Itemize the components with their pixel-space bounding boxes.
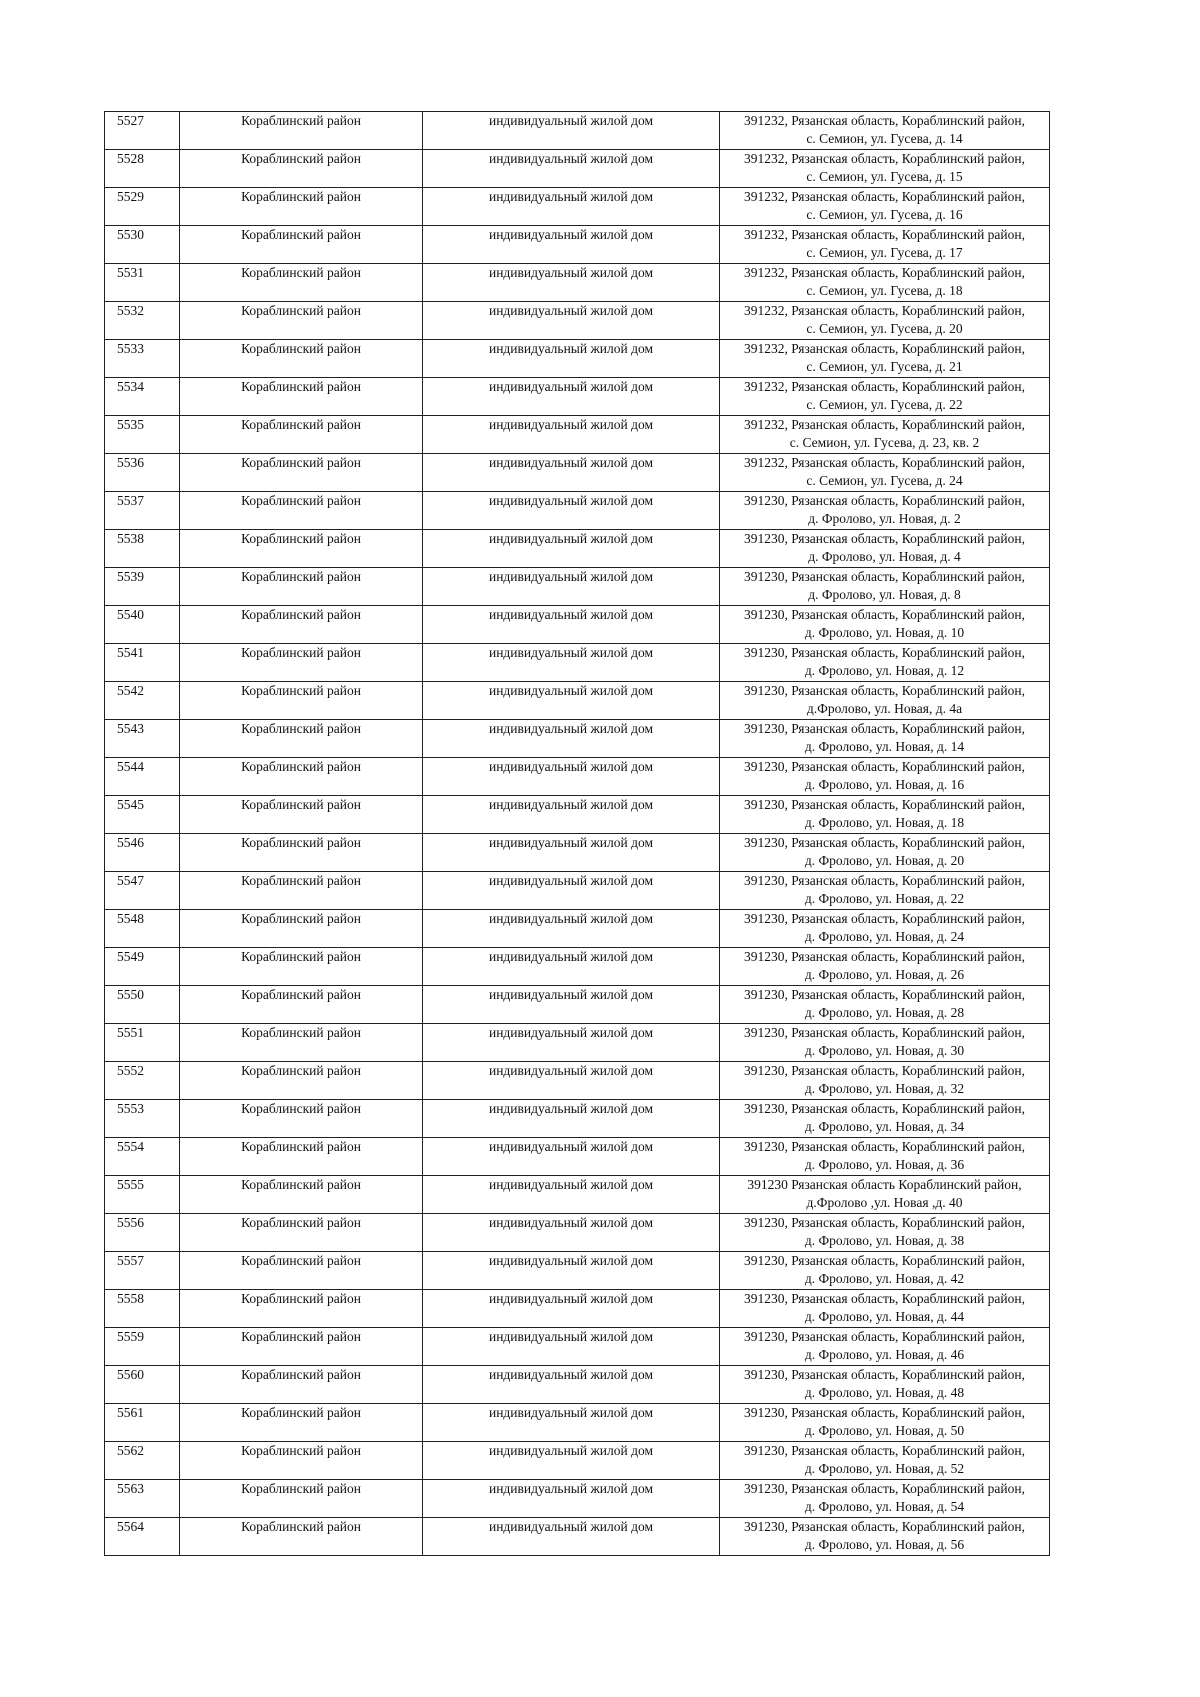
object-type-cell: индивидуальный жилой дом [423,1518,720,1556]
object-type-cell: индивидуальный жилой дом [423,454,720,492]
address-line-region: 391230, Рязанская область, Кораблинский район, [744,1481,1025,1496]
table-row [105,1404,1050,1442]
address-line-region: 391230, Рязанская область, Кораблинский район, [744,1139,1025,1154]
address-cell [720,1442,1050,1480]
address-line-street: д. Фролово, ул. Новая, д. 50 [804,1423,965,1438]
row-number-cell: 5562 [105,1442,180,1480]
table-row [105,720,1050,758]
district-cell: Кораблинский район [180,986,423,1024]
district-cell: Кораблинский район [180,1480,423,1518]
district-cell: Кораблинский район [180,302,423,340]
row-number-cell: 5548 [105,910,180,948]
address-cell [720,1252,1050,1290]
registry-table-body [105,112,1050,1556]
address-line-region: 391230, Рязанская область, Кораблинский район, [744,493,1025,508]
table-row [105,568,1050,606]
address-line-street: д. Фролово, ул. Новая, д. 44 [804,1309,965,1324]
address-cell [720,340,1050,378]
address-line-region: 391230, Рязанская область, Кораблинский район, [744,835,1025,850]
district-cell: Кораблинский район [180,1404,423,1442]
address-cell [720,302,1050,340]
address-line-street: д. Фролово, ул. Новая, д. 4 [808,549,961,564]
row-number-cell: 5558 [105,1290,180,1328]
object-type-cell: индивидуальный жилой дом [423,758,720,796]
district-cell: Кораблинский район [180,568,423,606]
row-number-cell: 5546 [105,834,180,872]
address-cell [720,1328,1050,1366]
row-number-cell: 5559 [105,1328,180,1366]
object-type-cell: индивидуальный жилой дом [423,150,720,188]
district-cell: Кораблинский район [180,1290,423,1328]
table-row [105,1290,1050,1328]
address-line-street: д. Фролово, ул. Новая, д. 16 [804,777,965,792]
table-row [105,340,1050,378]
row-number-cell: 5564 [105,1518,180,1556]
row-number-cell: 5530 [105,226,180,264]
address-line-street: д. Фролово, ул. Новая, д. 12 [804,663,965,678]
registry-table [104,111,1050,1556]
row-number-cell: 5560 [105,1366,180,1404]
address-line-street: д. Фролово, ул. Новая, д. 20 [804,853,965,868]
row-number-cell: 5541 [105,644,180,682]
row-number-cell: 5543 [105,720,180,758]
address-line-region: 391230, Рязанская область, Кораблинский район, [744,873,1025,888]
object-type-cell: индивидуальный жилой дом [423,1404,720,1442]
address-cell [720,1366,1050,1404]
row-number-cell: 5542 [105,682,180,720]
table-row [105,1442,1050,1480]
address-line-region: 391230, Рязанская область, Кораблинский район, [744,1367,1025,1382]
row-number-cell: 5544 [105,758,180,796]
table-row [105,1518,1050,1556]
district-cell: Кораблинский район [180,264,423,302]
table-row [105,1176,1050,1214]
address-line-street: д. Фролово, ул. Новая, д. 22 [804,891,965,906]
address-cell [720,264,1050,302]
table-row [105,416,1050,454]
table-row [105,910,1050,948]
address-cell [720,492,1050,530]
district-cell: Кораблинский район [180,872,423,910]
address-line-street: с. Семион, ул. Гусева, д. 17 [806,245,963,260]
address-cell [720,1290,1050,1328]
row-number-cell: 5540 [105,606,180,644]
address-cell [720,758,1050,796]
address-line-region: 391230, Рязанская область, Кораблинский район, [744,1063,1025,1078]
object-type-cell: индивидуальный жилой дом [423,302,720,340]
table-row [105,530,1050,568]
address-line-street: д. Фролово, ул. Новая, д. 54 [804,1499,965,1514]
address-line-street: д.Фролово ,ул. Новая ,д. 40 [806,1195,963,1210]
district-cell: Кораблинский район [180,378,423,416]
object-type-cell: индивидуальный жилой дом [423,910,720,948]
table-row [105,454,1050,492]
address-cell [720,1214,1050,1252]
table-row [105,644,1050,682]
table-row [105,264,1050,302]
object-type-cell: индивидуальный жилой дом [423,112,720,150]
table-row [105,834,1050,872]
district-cell: Кораблинский район [180,834,423,872]
row-number-cell: 5531 [105,264,180,302]
object-type-cell: индивидуальный жилой дом [423,948,720,986]
address-line-street: с. Семион, ул. Гусева, д. 14 [806,131,963,146]
address-cell [720,530,1050,568]
table-row [105,1024,1050,1062]
address-line-street: д. Фролово, ул. Новая, д. 34 [804,1119,965,1134]
row-number-cell: 5553 [105,1100,180,1138]
object-type-cell: индивидуальный жилой дом [423,986,720,1024]
address-line-street: д. Фролово, ул. Новая, д. 8 [808,587,961,602]
table-row [105,112,1050,150]
address-line-region: 391230, Рязанская область, Кораблинский район, [744,683,1025,698]
table-row [105,682,1050,720]
address-cell [720,682,1050,720]
address-line-street: с. Семион, ул. Гусева, д. 24 [806,473,963,488]
row-number-cell: 5556 [105,1214,180,1252]
row-number-cell: 5534 [105,378,180,416]
row-number-cell: 5537 [105,492,180,530]
table-row [105,758,1050,796]
object-type-cell: индивидуальный жилой дом [423,1062,720,1100]
address-line-region: 391230, Рязанская область, Кораблинский район, [744,645,1025,660]
district-cell: Кораблинский район [180,1518,423,1556]
district-cell: Кораблинский район [180,150,423,188]
object-type-cell: индивидуальный жилой дом [423,644,720,682]
district-cell: Кораблинский район [180,492,423,530]
address-line-street: д. Фролово, ул. Новая, д. 32 [804,1081,965,1096]
address-cell [720,796,1050,834]
address-cell [720,986,1050,1024]
table-row [105,188,1050,226]
object-type-cell: индивидуальный жилой дом [423,720,720,758]
address-cell [720,834,1050,872]
address-line-region: 391230, Рязанская область, Кораблинский район, [744,1329,1025,1344]
row-number-cell: 5557 [105,1252,180,1290]
address-line-region: 391230, Рязанская область, Кораблинский район, [744,531,1025,546]
address-cell [720,226,1050,264]
district-cell: Кораблинский район [180,1024,423,1062]
district-cell: Кораблинский район [180,1366,423,1404]
object-type-cell: индивидуальный жилой дом [423,1024,720,1062]
table-row [105,986,1050,1024]
district-cell: Кораблинский район [180,188,423,226]
district-cell: Кораблинский район [180,1100,423,1138]
object-type-cell: индивидуальный жилой дом [423,1100,720,1138]
district-cell: Кораблинский район [180,340,423,378]
object-type-cell: индивидуальный жилой дом [423,1138,720,1176]
object-type-cell: индивидуальный жилой дом [423,682,720,720]
address-cell [720,948,1050,986]
district-cell: Кораблинский район [180,948,423,986]
row-number-cell: 5539 [105,568,180,606]
address-line-street: д. Фролово, ул. Новая, д. 14 [804,739,965,754]
district-cell: Кораблинский район [180,910,423,948]
address-line-street: д. Фролово, ул. Новая, д. 24 [804,929,965,944]
table-row [105,1252,1050,1290]
table-row [105,872,1050,910]
district-cell: Кораблинский район [180,720,423,758]
row-number-cell: 5555 [105,1176,180,1214]
object-type-cell: индивидуальный жилой дом [423,416,720,454]
address-line-street: с. Семион, ул. Гусева, д. 16 [806,207,963,222]
table-row [105,1214,1050,1252]
address-line-region: 391230, Рязанская область, Кораблинский район, [744,569,1025,584]
object-type-cell: индивидуальный жилой дом [423,872,720,910]
district-cell: Кораблинский район [180,1328,423,1366]
object-type-cell: индивидуальный жилой дом [423,492,720,530]
row-number-cell: 5561 [105,1404,180,1442]
row-number-cell: 5550 [105,986,180,1024]
district-cell: Кораблинский район [180,1214,423,1252]
address-line-street: д.Фролово, ул. Новая, д. 4а [806,701,963,716]
address-line-street: с. Семион, ул. Гусева, д. 20 [806,321,963,336]
row-number-cell: 5563 [105,1480,180,1518]
row-number-cell: 5536 [105,454,180,492]
address-line-region: 391230, Рязанская область, Кораблинский район, [744,1101,1025,1116]
address-line-region: 391230 Рязанская область Кораблинский район, [747,1177,1022,1192]
table-row [105,1100,1050,1138]
district-cell: Кораблинский район [180,682,423,720]
district-cell: Кораблинский район [180,454,423,492]
table-row [105,1480,1050,1518]
address-cell [720,378,1050,416]
table-row [105,378,1050,416]
address-cell [720,720,1050,758]
address-cell [720,416,1050,454]
address-line-region: 391230, Рязанская область, Кораблинский район, [744,1025,1025,1040]
address-cell [720,1138,1050,1176]
address-line-region: 391230, Рязанская область, Кораблинский район, [744,1443,1025,1458]
address-line-region: 391232, Рязанская область, Кораблинский район, [744,151,1025,166]
object-type-cell: индивидуальный жилой дом [423,226,720,264]
address-line-region: 391230, Рязанская область, Кораблинский район, [744,1519,1025,1534]
object-type-cell: индивидуальный жилой дом [423,1214,720,1252]
row-number-cell: 5529 [105,188,180,226]
address-line-region: 391230, Рязанская область, Кораблинский район, [744,949,1025,964]
table-row [105,1062,1050,1100]
address-line-region: 391232, Рязанская область, Кораблинский район, [744,417,1025,432]
district-cell: Кораблинский район [180,1176,423,1214]
address-line-street: д. Фролово, ул. Новая, д. 42 [804,1271,965,1286]
district-cell: Кораблинский район [180,758,423,796]
address-line-region: 391232, Рязанская область, Кораблинский район, [744,227,1025,242]
district-cell: Кораблинский район [180,416,423,454]
object-type-cell: индивидуальный жилой дом [423,1252,720,1290]
row-number-cell: 5551 [105,1024,180,1062]
address-cell [720,872,1050,910]
address-cell [720,606,1050,644]
row-number-cell: 5527 [105,112,180,150]
object-type-cell: индивидуальный жилой дом [423,530,720,568]
district-cell: Кораблинский район [180,1252,423,1290]
address-line-street: с. Семион, ул. Гусева, д. 18 [806,283,963,298]
address-cell [720,1404,1050,1442]
district-cell: Кораблинский район [180,112,423,150]
address-cell [720,150,1050,188]
table-row [105,948,1050,986]
row-number-cell: 5549 [105,948,180,986]
row-number-cell: 5545 [105,796,180,834]
address-line-region: 391232, Рязанская область, Кораблинский район, [744,455,1025,470]
address-cell [720,568,1050,606]
row-number-cell: 5547 [105,872,180,910]
address-line-region: 391232, Рязанская область, Кораблинский район, [744,341,1025,356]
address-line-region: 391230, Рязанская область, Кораблинский район, [744,1215,1025,1230]
table-row [105,606,1050,644]
address-cell [720,644,1050,682]
address-cell [720,188,1050,226]
address-line-region: 391230, Рязанская область, Кораблинский район, [744,987,1025,1002]
object-type-cell: индивидуальный жилой дом [423,264,720,302]
address-line-street: с. Семион, ул. Гусева, д. 22 [806,397,963,412]
district-cell: Кораблинский район [180,796,423,834]
row-number-cell: 5533 [105,340,180,378]
object-type-cell: индивидуальный жилой дом [423,1290,720,1328]
table-row [105,492,1050,530]
district-cell: Кораблинский район [180,1442,423,1480]
address-line-street: д. Фролово, ул. Новая, д. 38 [804,1233,965,1248]
address-line-street: д. Фролово, ул. Новая, д. 2 [808,511,961,526]
address-line-region: 391232, Рязанская область, Кораблинский район, [744,303,1025,318]
district-cell: Кораблинский район [180,530,423,568]
address-line-region: 391230, Рязанская область, Кораблинский район, [744,1405,1025,1420]
address-line-region: 391232, Рязанская область, Кораблинский район, [744,189,1025,204]
table-row [105,796,1050,834]
district-cell: Кораблинский район [180,226,423,264]
address-line-street: д. Фролово, ул. Новая, д. 52 [804,1461,965,1476]
address-line-region: 391230, Рязанская область, Кораблинский район, [744,911,1025,926]
object-type-cell: индивидуальный жилой дом [423,1328,720,1366]
address-cell [720,1024,1050,1062]
address-line-street: д. Фролово, ул. Новая, д. 56 [804,1537,965,1552]
row-number-cell: 5535 [105,416,180,454]
object-type-cell: индивидуальный жилой дом [423,606,720,644]
object-type-cell: индивидуальный жилой дом [423,1366,720,1404]
object-type-cell: индивидуальный жилой дом [423,1442,720,1480]
address-cell [720,1062,1050,1100]
address-line-street: с. Семион, ул. Гусева, д. 23, кв. 2 [789,435,980,450]
table-row [105,150,1050,188]
address-line-region: 391230, Рязанская область, Кораблинский район, [744,797,1025,812]
table-row [105,302,1050,340]
address-cell [720,112,1050,150]
district-cell: Кораблинский район [180,644,423,682]
address-line-street: с. Семион, ул. Гусева, д. 15 [806,169,963,184]
object-type-cell: индивидуальный жилой дом [423,568,720,606]
address-cell [720,1480,1050,1518]
address-line-region: 391230, Рязанская область, Кораблинский район, [744,607,1025,622]
table-row [105,1328,1050,1366]
address-line-street: д. Фролово, ул. Новая, д. 46 [804,1347,965,1362]
address-cell [720,910,1050,948]
address-cell [720,1176,1050,1214]
object-type-cell: индивидуальный жилой дом [423,340,720,378]
address-line-region: 391230, Рязанская область, Кораблинский район, [744,759,1025,774]
row-number-cell: 5552 [105,1062,180,1100]
object-type-cell: индивидуальный жилой дом [423,1480,720,1518]
district-cell: Кораблинский район [180,606,423,644]
table-row [105,1366,1050,1404]
object-type-cell: индивидуальный жилой дом [423,834,720,872]
address-line-street: д. Фролово, ул. Новая, д. 28 [804,1005,965,1020]
address-line-region: 391232, Рязанская область, Кораблинский район, [744,265,1025,280]
address-line-street: с. Семион, ул. Гусева, д. 21 [806,359,963,374]
address-line-region: 391230, Рязанская область, Кораблинский район, [744,721,1025,736]
address-line-street: д. Фролово, ул. Новая, д. 26 [804,967,965,982]
row-number-cell: 5538 [105,530,180,568]
row-number-cell: 5532 [105,302,180,340]
address-line-street: д. Фролово, ул. Новая, д. 30 [804,1043,965,1058]
address-line-street: д. Фролово, ул. Новая, д. 36 [804,1157,965,1172]
address-cell [720,1518,1050,1556]
object-type-cell: индивидуальный жилой дом [423,188,720,226]
address-line-street: д. Фролово, ул. Новая, д. 48 [804,1385,965,1400]
address-cell [720,454,1050,492]
table-row [105,226,1050,264]
object-type-cell: индивидуальный жилой дом [423,1176,720,1214]
object-type-cell: индивидуальный жилой дом [423,796,720,834]
object-type-cell: индивидуальный жилой дом [423,378,720,416]
table-row [105,1138,1050,1176]
address-line-region: 391232, Рязанская область, Кораблинский район, [744,379,1025,394]
address-line-region: 391230, Рязанская область, Кораблинский район, [744,1253,1025,1268]
district-cell: Кораблинский район [180,1138,423,1176]
address-line-region: 391230, Рязанская область, Кораблинский район, [744,1291,1025,1306]
address-line-region: 391232, Рязанская область, Кораблинский район, [744,113,1025,128]
row-number-cell: 5528 [105,150,180,188]
address-cell [720,1100,1050,1138]
district-cell: Кораблинский район [180,1062,423,1100]
row-number-cell: 5554 [105,1138,180,1176]
address-line-street: д. Фролово, ул. Новая, д. 10 [804,625,965,640]
address-line-street: д. Фролово, ул. Новая, д. 18 [804,815,965,830]
